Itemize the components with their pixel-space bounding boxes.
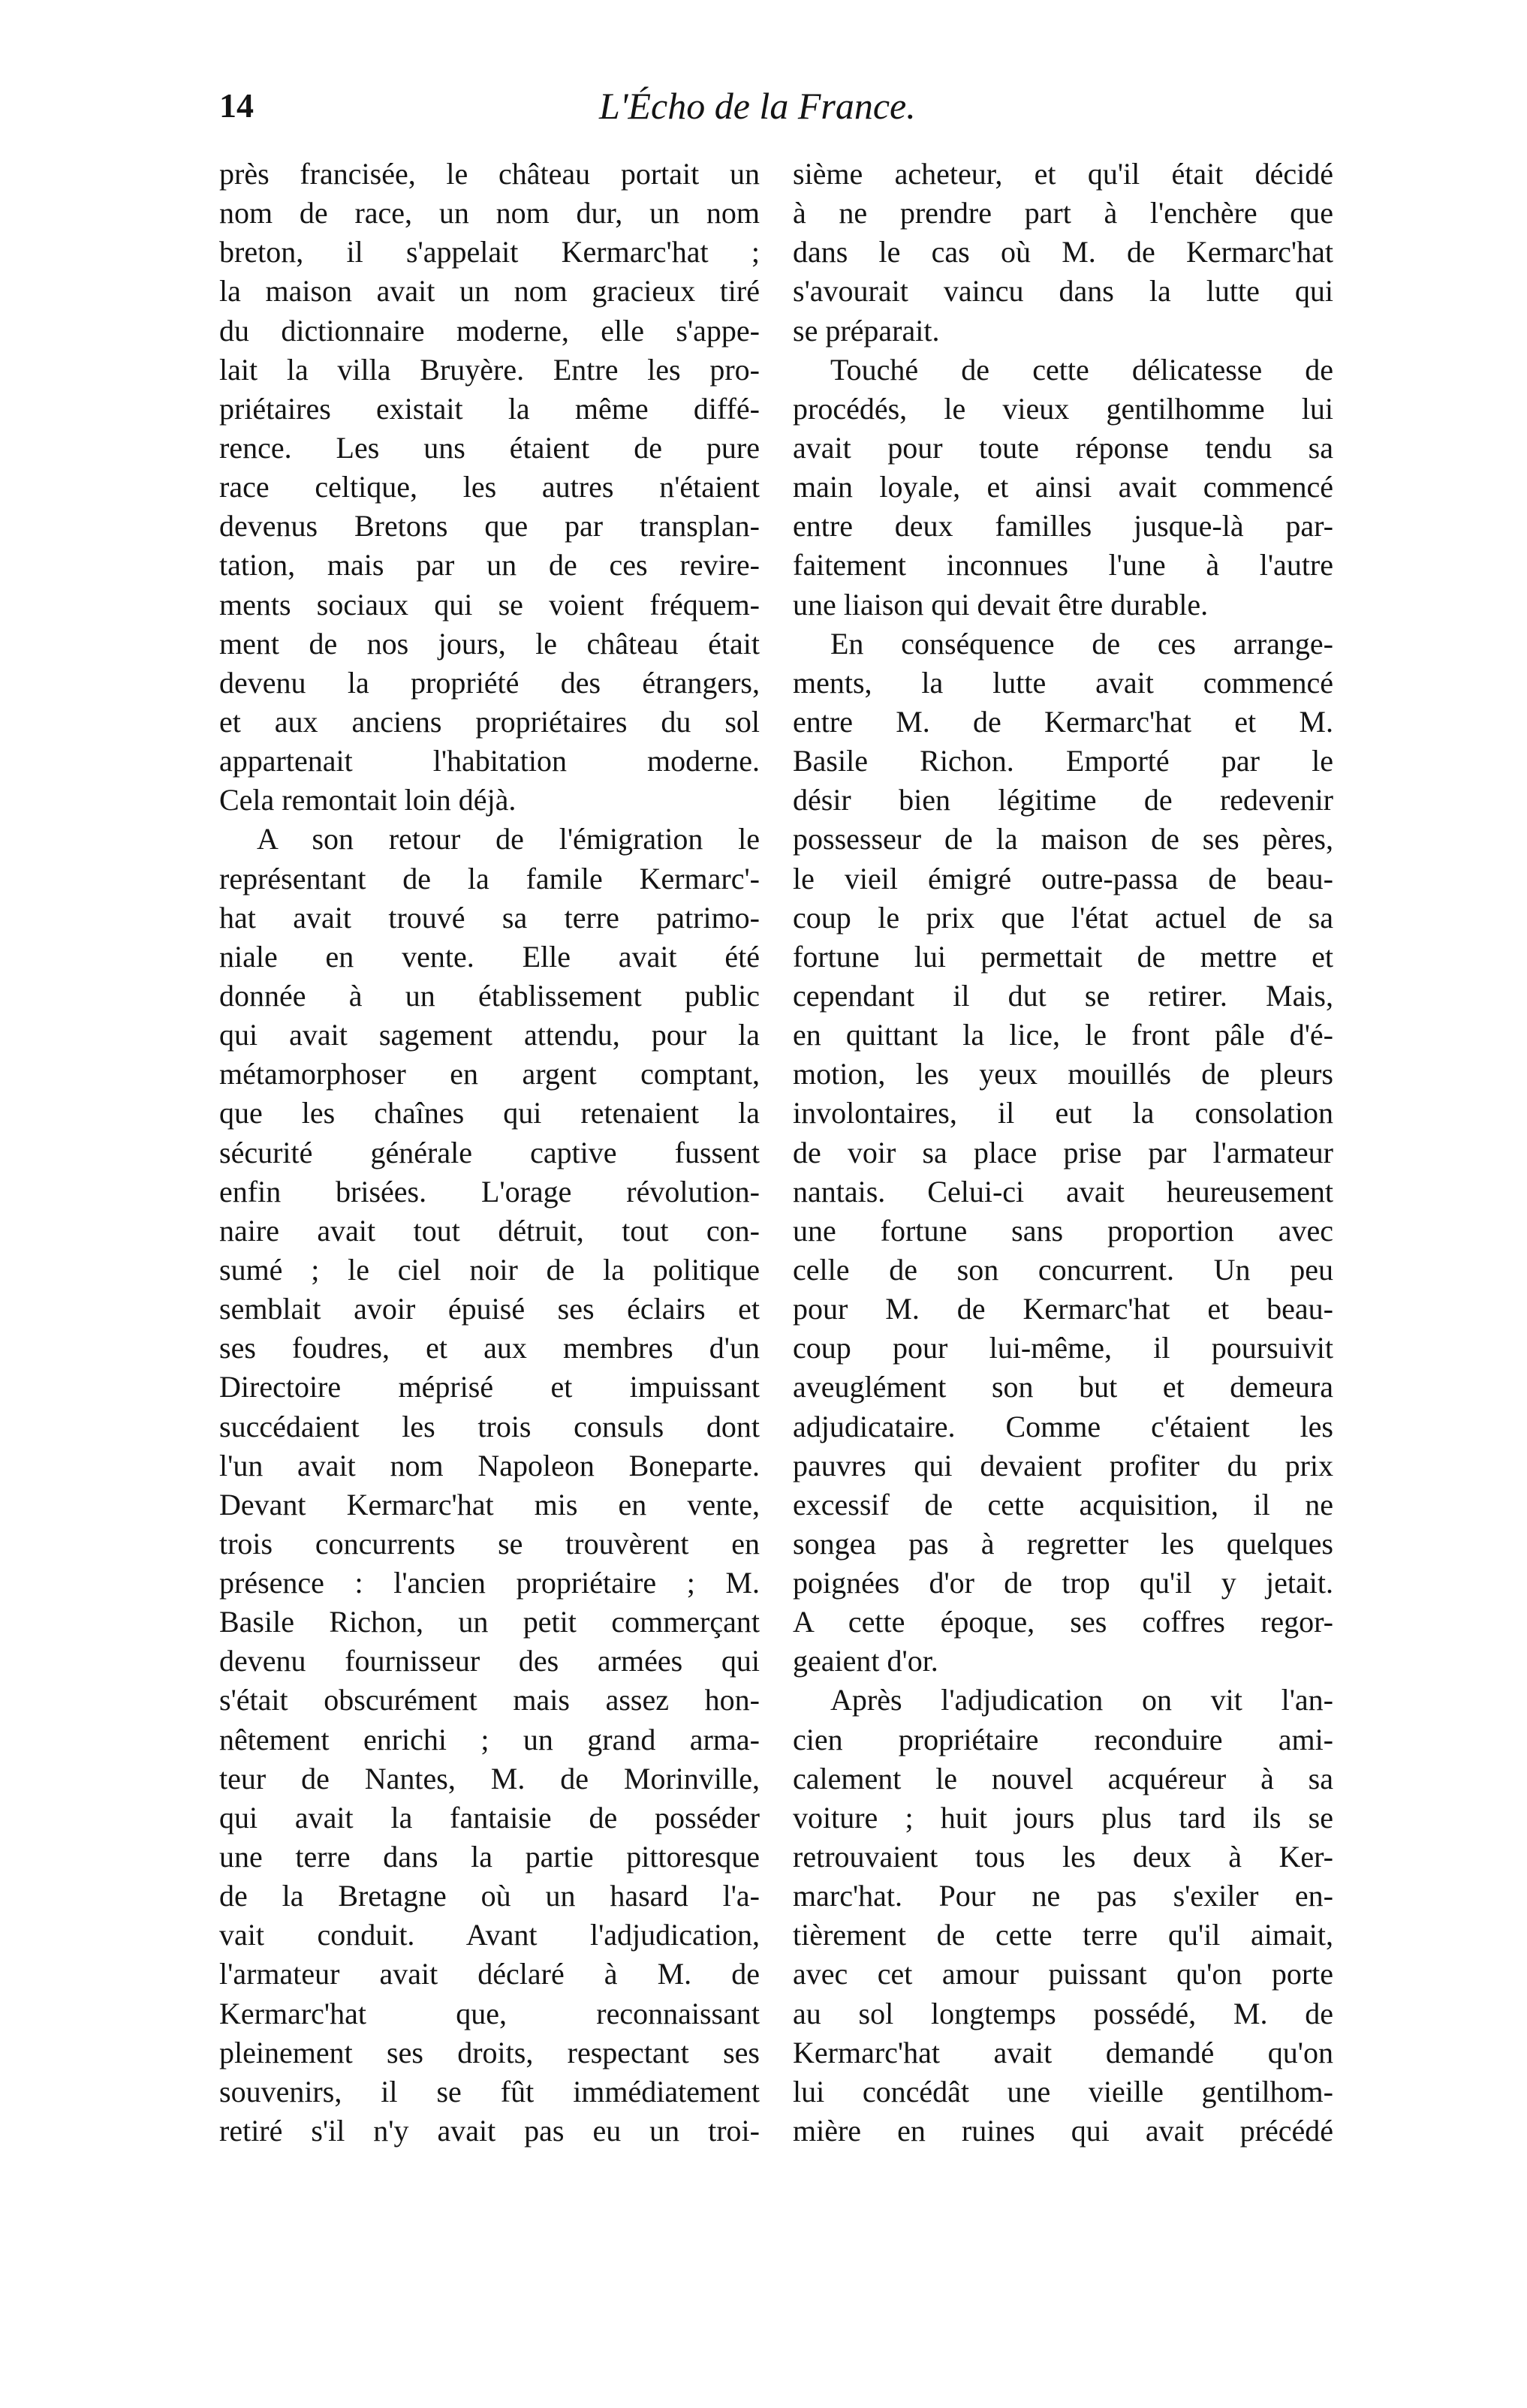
running-title: L'Écho de la France. [599, 85, 916, 127]
text-line: ments, la lutte avait commencé [793, 665, 1333, 700]
text-line: fortune lui permettait de mettre et [793, 939, 1333, 974]
text-line: cependant il dut se retirer. Mais, [793, 978, 1333, 1013]
text-line: mière en ruines qui avait précédé [793, 2114, 1333, 2148]
text-line: lui concédât une vieille gentilhom- [793, 2074, 1333, 2109]
text-line: breton, il s'appelait Kermarc'hat ; [219, 235, 760, 269]
text-line: nantais. Celui-ci avait heureusement [793, 1174, 1333, 1209]
text-line: une fortune sans proportion avec [793, 1213, 1333, 1248]
text-line: marc'hat. Pour ne pas s'exiler en- [793, 1879, 1333, 1913]
text-line: avait pour toute réponse tendu sa [793, 430, 1333, 465]
text-line: race celtique, les autres n'étaient [219, 470, 760, 504]
text-line: présence : l'ancien propriétaire ; M. [219, 1566, 760, 1600]
text-line: possesseur de la maison de ses pères, [793, 822, 1333, 856]
text-line: niale en vente. Elle avait été [219, 939, 760, 974]
text-line: Cela remontait loin déjà. [219, 783, 517, 817]
text-line: souvenirs, il se fût immédiatement [219, 2074, 760, 2109]
text-line: devenu fournisseur des armées qui [219, 1644, 760, 1678]
text-line: sécurité générale captive fussent [219, 1135, 760, 1169]
text-line: A son retour de l'émigration le [257, 822, 760, 856]
text-line: se préparait. [793, 313, 940, 348]
text-line: de la Bretagne où un hasard l'a- [219, 1879, 760, 1913]
text-line: avec cet amour puissant qu'on porte [793, 1957, 1333, 1991]
text-line: sième acheteur, et qu'il était décidé [793, 157, 1333, 191]
text-line: hat avait trouvé sa terre patrimo- [219, 900, 760, 935]
text-line: tièrement de cette terre qu'il aimait, [793, 1918, 1333, 1952]
text-line: pleinement ses droits, respectant ses [219, 2035, 760, 2069]
text-line: semblait avoir épuisé ses éclairs et [219, 1292, 760, 1326]
text-line: trois concurrents se trouvèrent en [219, 1526, 760, 1561]
text-line: En conséquence de ces arrange- [830, 626, 1333, 661]
text-line: enfin brisées. L'orage révolution- [219, 1174, 760, 1209]
text-line: de voir sa place prise par l'armateur [793, 1135, 1333, 1169]
text-line: Après l'adjudication on vit l'an- [830, 1683, 1333, 1717]
text-line: geaient d'or. [793, 1644, 938, 1678]
text-line: lait la villa Bruyère. Entre les pro- [219, 352, 760, 387]
text-line: donnée à un établissement public [219, 978, 760, 1013]
text-line: coup pour lui-même, il poursuivit [793, 1331, 1333, 1365]
text-line: priétaires existait la même diffé- [219, 391, 760, 426]
text-line: désir bien légitime de redevenir [793, 783, 1333, 817]
text-line: représentant de la famile Kermarc'- [219, 861, 760, 895]
text-line: une terre dans la partie pittoresque [219, 1840, 760, 1874]
text-line: l'armateur avait déclaré à M. de [219, 1957, 760, 1991]
text-line: coup le prix que l'état actuel de sa [793, 900, 1333, 935]
text-line: à ne prendre part à l'enchère que [793, 196, 1333, 230]
text-line: dans le cas où M. de Kermarc'hat [793, 235, 1333, 269]
text-line: ses foudres, et aux membres d'un [219, 1331, 760, 1365]
text-line: voiture ; huit jours plus tard ils se [793, 1800, 1333, 1835]
text-line: excessif de cette acquisition, il ne [793, 1487, 1333, 1522]
text-line: involontaires, il eut la consolation [793, 1096, 1333, 1130]
text-line: appartenait l'habitation moderne. [219, 744, 760, 778]
text-line: adjudicataire. Comme c'étaient les [793, 1409, 1333, 1443]
text-line: succédaient les trois consuls dont [219, 1409, 760, 1443]
text-line: poignées d'or de trop qu'il y jetait. [793, 1566, 1333, 1600]
text-line: Directoire méprisé et impuissant [219, 1370, 760, 1404]
text-line: entre deux familles jusque-là par- [793, 509, 1333, 543]
text-line: main loyale, et ainsi avait commencé [793, 470, 1333, 504]
text-line: ment de nos jours, le château était [219, 626, 760, 661]
text-line: que les chaînes qui retenaient la [219, 1096, 760, 1130]
text-line: sumé ; le ciel noir de la politique [219, 1252, 760, 1287]
text-line: devenus Bretons que par transplan- [219, 509, 760, 543]
text-line: Basile Richon, un petit commerçant [219, 1605, 760, 1639]
page-number: 14 [219, 86, 254, 125]
text-line: Touché de cette délicatesse de [830, 352, 1333, 387]
text-line: procédés, le vieux gentilhomme lui [793, 391, 1333, 426]
text-line: ments sociaux qui se voient fréquem- [219, 587, 760, 622]
text-line: pour M. de Kermarc'hat et beau- [793, 1292, 1333, 1326]
text-line: l'un avait nom Napoleon Boneparte. [219, 1448, 760, 1482]
text-line: qui avait la fantaisie de posséder [219, 1800, 760, 1835]
text-line: qui avait sagement attendu, pour la [219, 1018, 760, 1052]
text-line: aveuglément son but et demeura [793, 1370, 1333, 1404]
text-line: teur de Nantes, M. de Morinville, [219, 1761, 760, 1795]
text-line: vait conduit. Avant l'adjudication, [219, 1918, 760, 1952]
text-line: et aux anciens propriétaires du sol [219, 704, 760, 739]
text-line: rence. Les uns étaient de pure [219, 430, 760, 465]
text-line: du dictionnaire moderne, elle s'appe- [219, 313, 760, 348]
text-line: la maison avait un nom gracieux tiré [219, 274, 760, 309]
text-line: calement le nouvel acquéreur à sa [793, 1761, 1333, 1795]
text-line: entre M. de Kermarc'hat et M. [793, 704, 1333, 739]
text-line: devenu la propriété des étrangers, [219, 665, 760, 700]
text-line: s'avourait vaincu dans la lutte qui [793, 274, 1333, 309]
text-line: près francisée, le château portait un [219, 157, 760, 191]
text-line: retrouvaient tous les deux à Ker- [793, 1840, 1333, 1874]
text-line: une liaison qui devait être durable. [793, 587, 1209, 622]
text-line: A cette époque, ses coffres regor- [793, 1605, 1333, 1639]
text-line: retiré s'il n'y avait pas eu un troi- [219, 2114, 760, 2148]
text-line: le vieil émigré outre-passa de beau- [793, 861, 1333, 895]
text-line: Kermarc'hat avait demandé qu'on [793, 2035, 1333, 2069]
text-line: faitement inconnues l'une à l'autre [793, 548, 1333, 582]
text-line: métamorphoser en argent comptant, [219, 1057, 760, 1091]
text-line: celle de son concurrent. Un peu [793, 1252, 1333, 1287]
text-line: s'était obscurément mais assez hon- [219, 1683, 760, 1717]
text-line: au sol longtemps possédé, M. de [793, 1996, 1333, 2030]
text-line: pauvres qui devaient profiter du prix [793, 1448, 1333, 1482]
text-column-left [219, 155, 760, 2151]
text-line: nom de race, un nom dur, un nom [219, 196, 760, 230]
text-line: songea pas à regretter les quelques [793, 1526, 1333, 1561]
text-line: Devant Kermarc'hat mis en vente, [219, 1487, 760, 1522]
text-column-right [793, 155, 1333, 2151]
text-line: cien propriétaire reconduire ami- [793, 1722, 1333, 1756]
text-line: nêtement enrichi ; un grand arma- [219, 1722, 760, 1756]
text-line: Basile Richon. Emporté par le [793, 744, 1333, 778]
text-line: tation, mais par un de ces revire- [219, 548, 760, 582]
text-line: en quittant la lice, le front pâle d'é- [793, 1018, 1333, 1052]
text-line: motion, les yeux mouillés de pleurs [793, 1057, 1333, 1091]
text-line: naire avait tout détruit, tout con- [219, 1213, 760, 1248]
text-line: Kermarc'hat que, reconnaissant [219, 1996, 760, 2030]
